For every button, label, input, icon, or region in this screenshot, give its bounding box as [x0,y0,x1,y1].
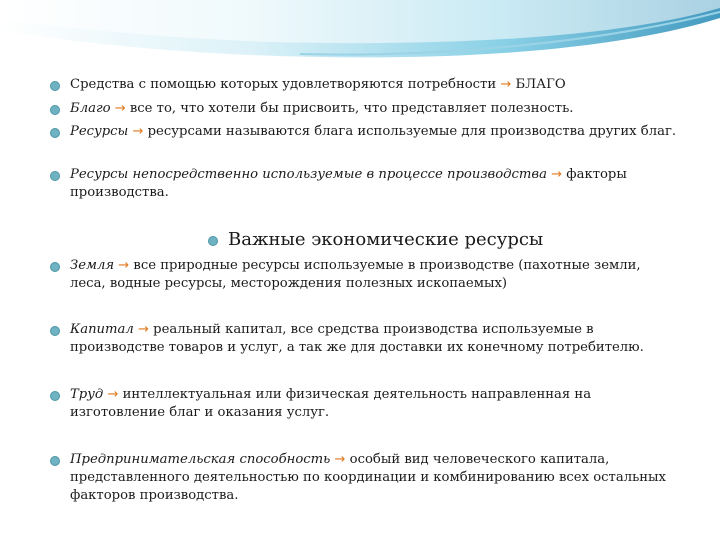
intro-lead: Средства с помощью которых удовлетворяются потребности [70,77,497,92]
resource-term: Труд [70,387,104,402]
resource-item-land [50,257,680,293]
bullet-icon [50,128,60,138]
bullet-icon [50,391,60,401]
resource-desc: интеллектуальная или физическая деятельность направленная на изготовление благ и оказания услуг. [70,387,592,420]
arrow-icon: → [107,387,119,402]
intro-item [50,100,680,118]
intro-rest: ресурсами называются блага используемые для производства других благ. [147,124,677,139]
bullet-icon [50,456,60,466]
arrow-icon: → [118,258,130,273]
bullet-icon [50,171,60,181]
intro-item [50,123,680,141]
resource-item-capital [50,321,680,357]
arrow-icon: → [114,101,126,116]
intro-lead: Благо [70,101,111,116]
resource-desc: реальный капитал, все средства производства используемые в производстве товаров и услуг, а так же для доставки их конечному потребителю. [70,322,644,355]
bullet-icon [50,105,60,115]
arrow-icon: → [334,452,346,467]
intro-lead: Ресурсы непосредственно используемые в процессе производства [70,167,547,182]
intro-rest: БЛАГО [515,77,566,92]
resource-item-labor [50,386,680,422]
resource-desc: особый вид человеческого капитала, представленного деятельностью по координации и комбинированию всех остальных факторов производства. [70,452,666,503]
arrow-icon: → [500,77,512,92]
bullet-icon [50,262,60,272]
resource-term: Капитал [70,322,134,337]
resource-term: Предпринимательская способность [70,452,331,467]
bullet-icon [50,81,60,91]
section-heading-text: Важные экономические ресурсы [228,229,544,250]
intro-item [50,76,680,94]
resource-term: Земля [70,258,115,273]
arrow-icon: → [132,124,144,139]
resource-item-entrepreneurship [50,451,680,505]
bullet-icon [208,236,218,246]
intro-rest: факторы производства. [70,167,627,200]
intro-item [50,166,680,202]
bullet-icon [50,326,60,336]
section-heading [208,228,543,252]
intro-rest: все то, что хотели бы присвоить, что представляет полезность. [129,101,574,116]
arrow-icon: → [551,167,563,182]
intro-lead: Ресурсы [70,124,129,139]
arrow-icon: → [138,322,149,337]
resource-desc: все природные ресурсы используемые в производстве (пахотные земли, леса, водные ресурсы, месторождения полезных ископаемых) [70,258,641,291]
